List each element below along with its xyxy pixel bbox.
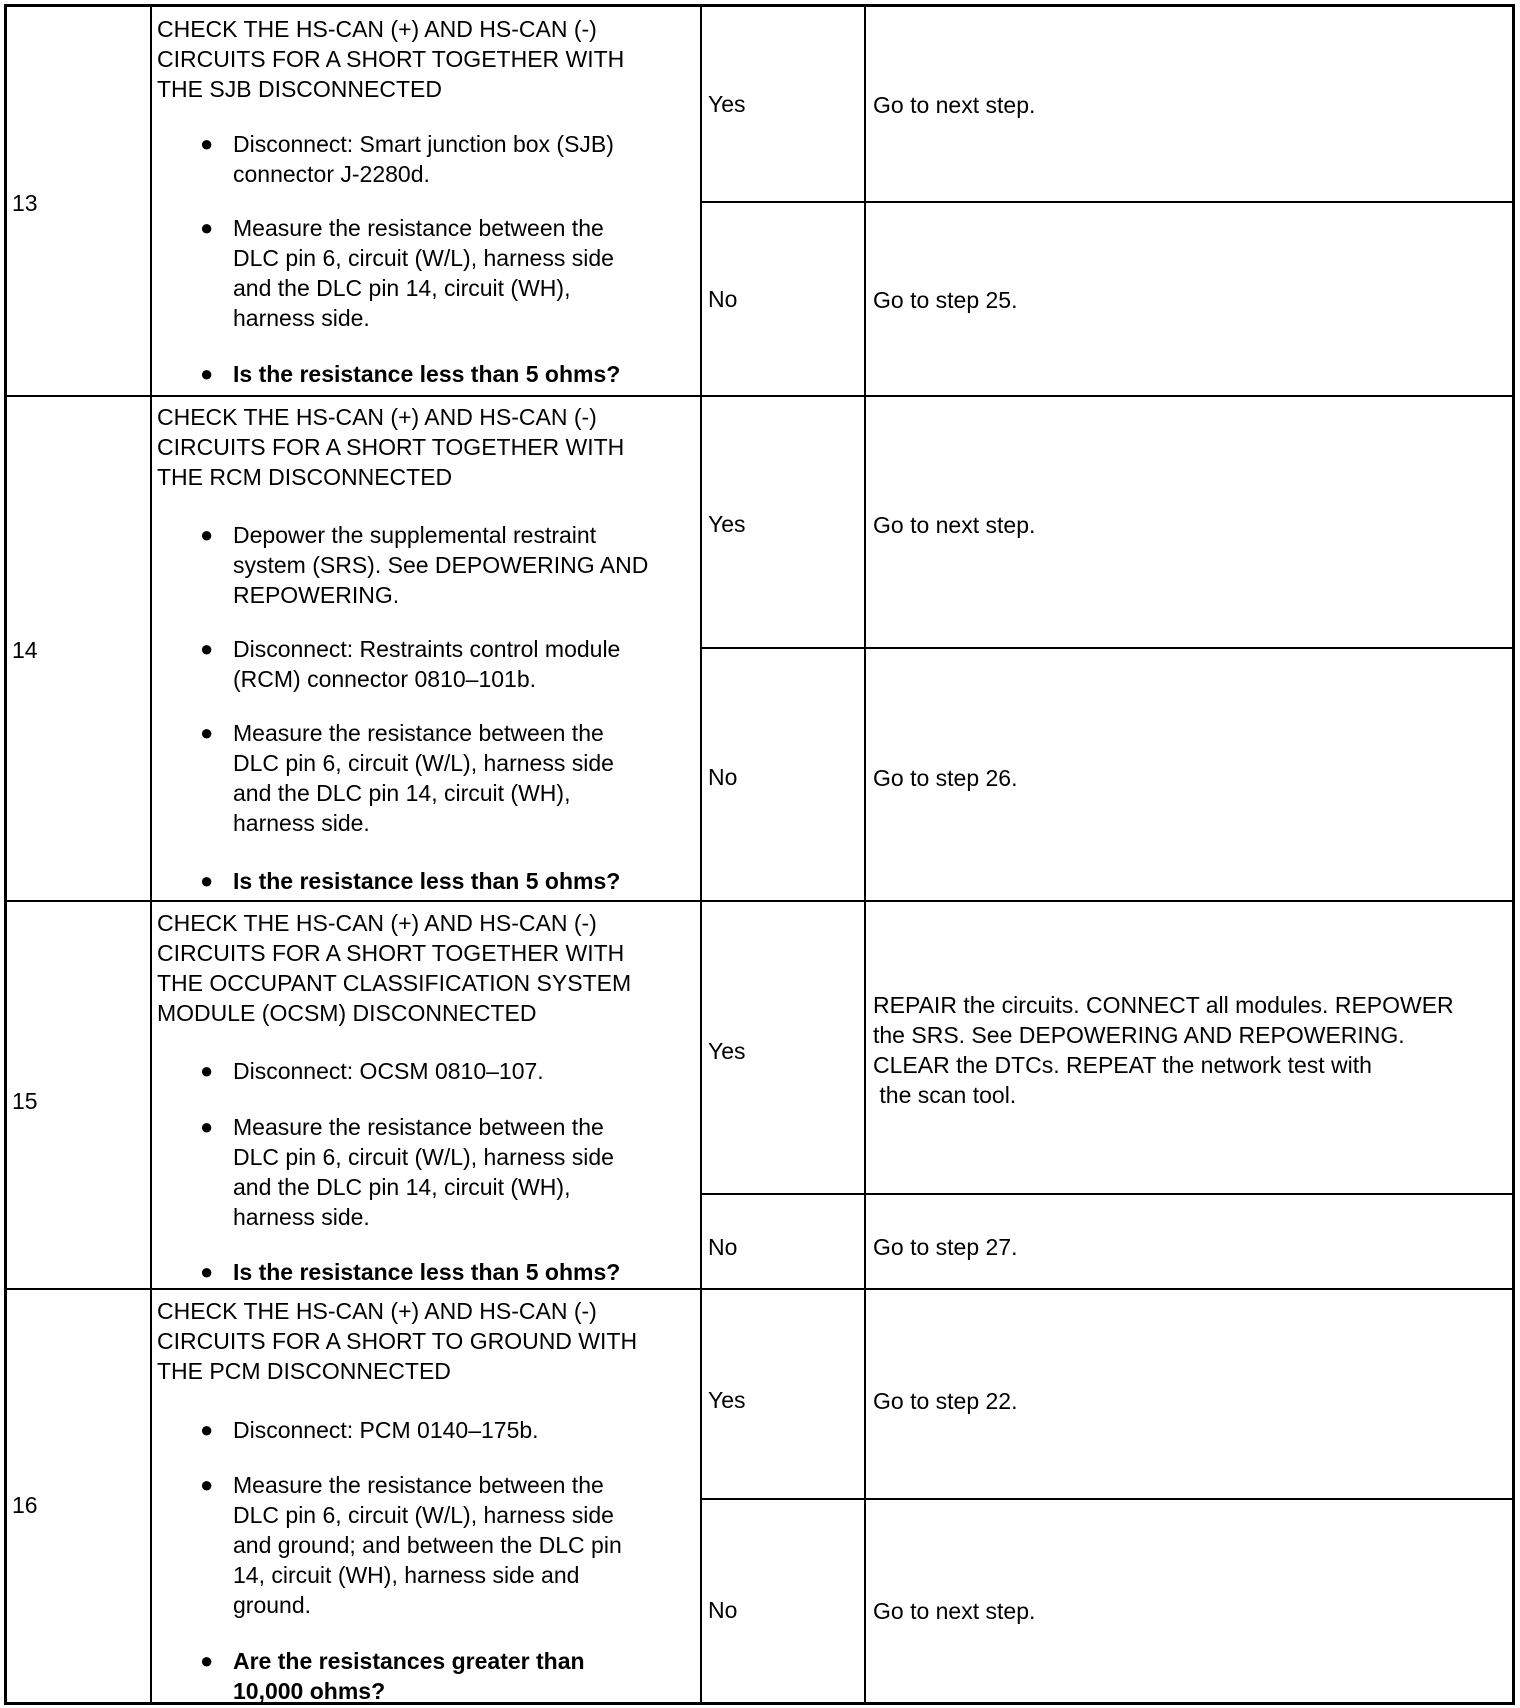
title-line: THE PCM DISCONNECTED [157, 1358, 451, 1384]
bullet-line: harness side. [233, 810, 370, 836]
bullet-line: DLC pin 6, circuit (W/L), harness side [233, 245, 614, 271]
bullet-line: Is the resistance less than 5 ohms? [233, 361, 621, 387]
bullet-icon: ● [200, 361, 214, 386]
step-number: 13 [12, 190, 38, 216]
bullet-line: DLC pin 6, circuit (W/L), harness side [233, 750, 614, 776]
column-divider-result [864, 4, 866, 1705]
bullet-line: and the DLC pin 14, circuit (WH), [233, 1174, 571, 1200]
bullet-icon: ● [200, 1472, 214, 1497]
bullet-line: Measure the resistance between the [233, 1472, 604, 1498]
title-line: CHECK THE HS-CAN (+) AND HS-CAN (-) [157, 1298, 597, 1324]
bullet-line: Disconnect: PCM 0140–175b. [233, 1417, 539, 1443]
bullet-line: Disconnect: Restraints control module [233, 636, 621, 662]
bullet-line: Is the resistance less than 5 ohms? [233, 1259, 621, 1285]
title-line: CIRCUITS FOR A SHORT TOGETHER WITH [157, 434, 625, 460]
bullet-text [233, 1470, 698, 1620]
bullet-line: harness side. [233, 1204, 370, 1230]
bullet-question [233, 1646, 698, 1706]
bullet-icon: ● [200, 868, 214, 893]
step-number: 15 [12, 1088, 38, 1114]
row-divider [4, 395, 1515, 397]
step-title [157, 402, 697, 492]
no-action [873, 285, 1513, 315]
title-line: MODULE (OCSM) DISCONNECTED [157, 1000, 537, 1026]
title-line: CHECK THE HS-CAN (+) AND HS-CAN (-) [157, 910, 597, 936]
bullet-text [233, 520, 698, 610]
no-label: No [708, 764, 738, 790]
column-divider-action [700, 4, 702, 1705]
yes-no-divider [700, 647, 1515, 649]
yes-action [873, 990, 1513, 1110]
bullet-icon: ● [200, 636, 214, 661]
action-line: Go to next step. [873, 92, 1036, 118]
bullet-line: Depower the supplemental restraint [233, 522, 597, 548]
bullet-line: Are the resistances greater than [233, 1648, 585, 1674]
title-line: THE OCCUPANT CLASSIFICATION SYSTEM [157, 970, 632, 996]
step-title [157, 908, 697, 1028]
bullet-line: 14, circuit (WH), harness side and [233, 1562, 580, 1588]
bullet-text [233, 634, 698, 694]
bullet-icon: ● [200, 1058, 214, 1083]
bullet-line: system (SRS). See DEPOWERING AND [233, 552, 649, 578]
step-number: 16 [12, 1492, 38, 1518]
bullet-icon: ● [200, 522, 214, 547]
title-line: CIRCUITS FOR A SHORT TO GROUND WITH [157, 1328, 638, 1354]
bullet-line: Disconnect: OCSM 0810–107. [233, 1058, 544, 1084]
action-line: the scan tool. [873, 1082, 1017, 1108]
bullet-line: harness side. [233, 305, 370, 331]
title-line: THE SJB DISCONNECTED [157, 76, 442, 102]
action-line: Go to step 27. [873, 1234, 1018, 1260]
bullet-line: Measure the resistance between the [233, 1114, 604, 1140]
bullet-text [233, 1056, 698, 1086]
bullet-icon: ● [200, 720, 214, 745]
bullet-question [233, 1257, 698, 1287]
bullet-line: DLC pin 6, circuit (W/L), harness side [233, 1502, 614, 1528]
action-line: REPAIR the circuits. CONNECT all modules. REPOWER [873, 992, 1454, 1018]
title-line: CHECK THE HS-CAN (+) AND HS-CAN (-) [157, 404, 597, 430]
bullet-icon: ● [200, 1417, 214, 1442]
yes-action [873, 1386, 1513, 1416]
bullet-line: and the DLC pin 14, circuit (WH), [233, 780, 571, 806]
bullet-line: Measure the resistance between the [233, 215, 604, 241]
bullet-line: (RCM) connector 0810–101b. [233, 666, 536, 692]
column-divider-step [150, 4, 152, 1705]
yes-label: Yes [708, 1387, 746, 1413]
bullet-line: DLC pin 6, circuit (W/L), harness side [233, 1144, 614, 1170]
bullet-icon: ● [200, 131, 214, 156]
bullet-text [233, 213, 698, 333]
step-title [157, 14, 697, 104]
action-line: Go to step 22. [873, 1388, 1018, 1414]
yes-no-divider [700, 1498, 1515, 1500]
row-divider [4, 1288, 1515, 1290]
bullet-icon: ● [200, 1648, 214, 1673]
bullet-text [233, 129, 698, 189]
no-label: No [708, 1234, 738, 1260]
table-border-bottom [4, 1702, 1515, 1705]
bullet-icon: ● [200, 215, 214, 240]
no-action [873, 1232, 1513, 1262]
yes-label: Yes [708, 511, 746, 537]
title-line: THE RCM DISCONNECTED [157, 464, 453, 490]
action-line: Go to step 26. [873, 765, 1018, 791]
table-border-left [4, 4, 7, 1705]
no-label: No [708, 1597, 738, 1623]
bullet-line: ground. [233, 1592, 312, 1618]
bullet-line: and ground; and between the DLC pin [233, 1532, 622, 1558]
bullet-line: and the DLC pin 14, circuit (WH), [233, 275, 571, 301]
bullet-line: REPOWERING. [233, 582, 400, 608]
bullet-line: connector J-2280d. [233, 161, 430, 187]
title-line: CHECK THE HS-CAN (+) AND HS-CAN (-) [157, 16, 597, 42]
bullet-icon: ● [200, 1259, 214, 1284]
action-line: Go to step 25. [873, 287, 1018, 313]
action-line: CLEAR the DTCs. REPEAT the network test with [873, 1052, 1372, 1078]
action-line: Go to next step. [873, 512, 1036, 538]
table-border-top [4, 4, 1515, 7]
row-divider [4, 900, 1515, 902]
yes-action [873, 90, 1513, 120]
bullet-question [233, 359, 698, 389]
bullet-text [233, 718, 698, 838]
action-line: Go to next step. [873, 1598, 1036, 1624]
title-line: CIRCUITS FOR A SHORT TOGETHER WITH [157, 940, 625, 966]
step-number: 14 [12, 637, 38, 663]
no-label: No [708, 286, 738, 312]
yes-label: Yes [708, 91, 746, 117]
bullet-line: 10,000 ohms? [233, 1678, 386, 1704]
title-line: CIRCUITS FOR A SHORT TOGETHER WITH [157, 46, 625, 72]
bullet-text [233, 1112, 698, 1232]
bullet-line: Is the resistance less than 5 ohms? [233, 868, 621, 894]
yes-label: Yes [708, 1038, 746, 1064]
bullet-icon: ● [200, 1114, 214, 1139]
step-title [157, 1296, 697, 1386]
no-action [873, 1596, 1513, 1626]
bullet-line: Measure the resistance between the [233, 720, 604, 746]
table-border-right [1512, 4, 1515, 1705]
bullet-line: Disconnect: Smart junction box (SJB) [233, 131, 614, 157]
bullet-question [233, 866, 698, 896]
yes-no-divider [700, 1193, 1515, 1195]
bullet-text [233, 1415, 698, 1445]
action-line: the SRS. See DEPOWERING AND REPOWERING. [873, 1022, 1405, 1048]
yes-action [873, 510, 1513, 540]
no-action [873, 763, 1513, 793]
yes-no-divider [700, 201, 1515, 203]
